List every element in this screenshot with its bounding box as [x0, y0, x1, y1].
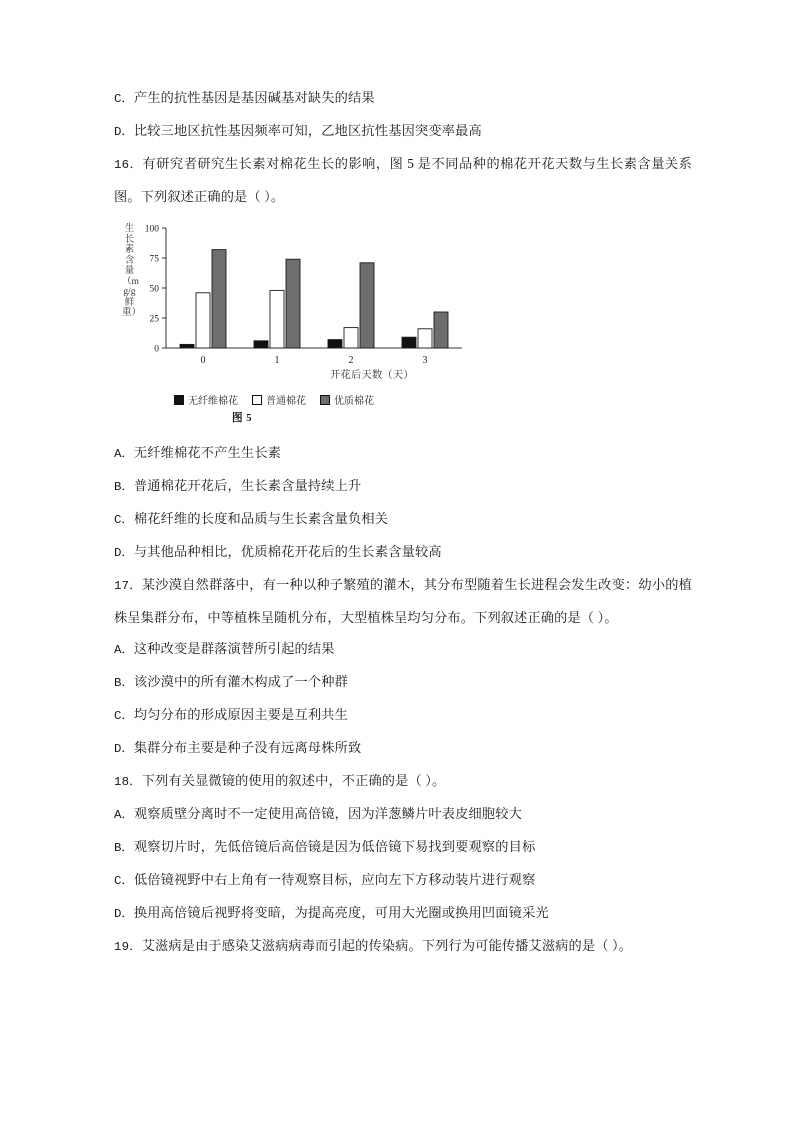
- legend-swatch-icon: [174, 395, 184, 405]
- option-label: D．: [114, 742, 134, 756]
- legend-label: 优质棉花: [334, 396, 374, 407]
- option-label: D．: [114, 907, 134, 921]
- question-number: 19．: [114, 940, 142, 954]
- option-text: 产生的抗性基因是基因碱基对缺失的结果: [133, 90, 375, 105]
- figure-5: [118, 220, 478, 435]
- chart-y-axis-label-main: 生长素含量: [124, 224, 135, 276]
- svg-text:25: 25: [149, 314, 159, 325]
- question-number: 16．: [114, 158, 143, 172]
- legend-swatch-icon: [320, 395, 330, 405]
- option-text: 棉花纤维的长度和品质与生长素含量负相关: [133, 511, 389, 526]
- question-stem-text: 有研究者研究生长素对棉花生长的影响，图 5 是不同品种的棉花开花天数与生长素含量关系图。下列叙述正确的是（ ）。: [114, 156, 692, 204]
- page-content: [114, 82, 692, 963]
- option-text: 低倍镜视野中右上角有一待观察目标，应向左下方移动装片进行观察: [133, 872, 536, 887]
- chart-legend: [174, 392, 374, 407]
- legend-item-1: [252, 392, 306, 407]
- option-label: A．: [114, 808, 134, 822]
- figure-caption: 图 5: [232, 413, 253, 424]
- legend-item-0: [174, 392, 238, 407]
- svg-text:0: 0: [200, 355, 206, 366]
- option-text: 与其他品种相比，优质棉花开花后的生长素含量较高: [133, 544, 442, 559]
- option-label: B．: [114, 480, 134, 494]
- question-stem-text: 艾滋病是由于感染艾滋病病毒而引起的传染病。下列行为可能传播艾滋病的是（ ）。: [141, 938, 633, 953]
- option-row: [114, 831, 692, 864]
- svg-text:3: 3: [422, 355, 428, 366]
- legend-label: 无纤维棉花: [188, 396, 238, 407]
- svg-text:50: 50: [149, 284, 159, 295]
- option-label: C．: [114, 874, 134, 888]
- bar-chart: [118, 220, 478, 370]
- option-row: [114, 798, 692, 831]
- legend-swatch-icon: [252, 395, 262, 405]
- option-row: [114, 503, 692, 536]
- legend-label: 普通棉花: [266, 396, 306, 407]
- option-text: 比较三地区抗性基因频率可知，乙地区抗性基因突变率最高: [133, 123, 482, 138]
- option-text: 观察切片时，先低倍镜后高倍镜是因为低倍镜下易找到要观察的目标: [133, 839, 536, 854]
- option-row: [114, 115, 692, 148]
- option-label: D．: [114, 546, 134, 560]
- svg-text:100: 100: [144, 224, 159, 235]
- option-text: 普通棉花开花后，生长素含量持续上升: [133, 478, 362, 493]
- option-row: [114, 666, 692, 699]
- question-stem-17: [114, 569, 692, 633]
- chart-y-axis-label-unit: （mg/g鲜重）: [122, 276, 142, 318]
- option-label: A．: [114, 447, 134, 461]
- svg-text:2: 2: [348, 355, 354, 366]
- svg-text:1: 1: [274, 355, 280, 366]
- option-label: B．: [114, 841, 134, 855]
- option-label: C．: [114, 513, 134, 527]
- question-stem-16: [114, 148, 692, 212]
- option-label: B．: [114, 676, 134, 690]
- svg-text:75: 75: [149, 254, 159, 265]
- option-text: 集群分布主要是种子没有远离母株所致: [133, 740, 362, 755]
- option-row: [114, 82, 692, 115]
- option-row: [114, 864, 692, 897]
- option-text: 该沙漠中的所有灌木构成了一个种群: [133, 674, 349, 689]
- option-text: 这种改变是群落演替所引起的结果: [133, 641, 335, 656]
- option-row: [114, 536, 692, 569]
- option-row: [114, 437, 692, 470]
- question-stem-19: [114, 930, 692, 963]
- question-stem-18: [114, 765, 692, 798]
- option-label: A．: [114, 643, 134, 657]
- option-row: [114, 897, 692, 930]
- option-row: [114, 633, 692, 666]
- option-label: C．: [114, 709, 134, 723]
- option-text: 观察质壁分离时不一定使用高倍镜，因为洋葱鳞片叶表皮细胞较大: [133, 806, 523, 821]
- option-label: D．: [114, 125, 134, 139]
- option-row: [114, 470, 692, 503]
- option-text: 均匀分布的形成原因主要是互利共生: [133, 707, 349, 722]
- question-stem-text: 下列有关显微镜的使用的叙述中，不正确的是（ ）。: [141, 773, 446, 788]
- option-row: [114, 699, 692, 732]
- option-text: 换用高倍镜后视野将变暗，为提高亮度，可用大光圈或换用凹面镜采光: [133, 905, 549, 920]
- question-stem-text: 某沙漠自然群落中，有一种以种子繁殖的灌木，其分布型随着生长进程会发生改变：幼小的植株呈集群分布，中等植株呈随机分布，大型植株呈均匀分布。下列叙述正确的是（ ）。: [114, 577, 692, 625]
- question-number: 17．: [114, 579, 142, 593]
- option-label: C．: [114, 92, 134, 106]
- question-number: 18．: [114, 775, 142, 789]
- svg-text:0: 0: [154, 344, 159, 355]
- option-text: 无纤维棉花不产生生长素: [133, 445, 282, 460]
- chart-x-axis-label: 开花后天数（天）: [330, 370, 414, 381]
- legend-item-2: [320, 392, 374, 407]
- option-row: [114, 732, 692, 765]
